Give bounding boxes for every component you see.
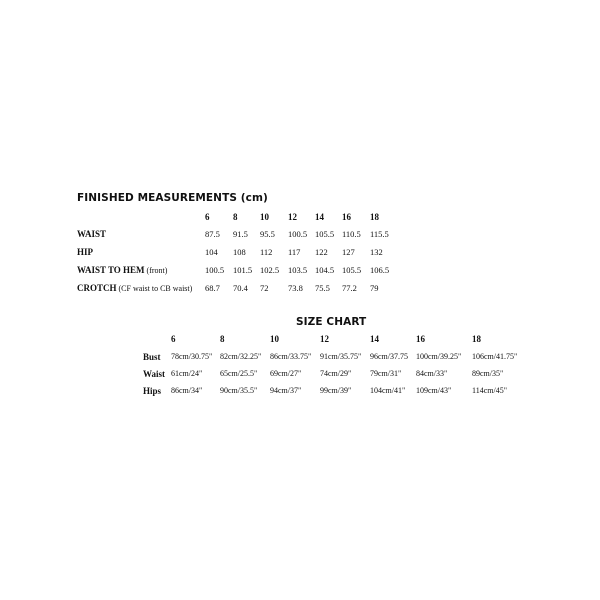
measurement-value: 110.5 — [342, 229, 361, 239]
measurement-value: 70.4 — [233, 283, 248, 293]
size-header: 8 — [233, 212, 238, 222]
size-value: 100cm/39.25" — [416, 352, 462, 361]
size-header: 10 — [270, 334, 279, 344]
size-header: 18 — [370, 212, 379, 222]
size-header: 16 — [416, 334, 425, 344]
measurement-value: 87.5 — [205, 229, 220, 239]
size-value: 96cm/37.75 — [370, 352, 408, 361]
measurement-value: 72 — [260, 283, 269, 293]
size-header: 12 — [320, 334, 329, 344]
size-value: 86cm/33.75" — [270, 352, 312, 361]
size-value: 91cm/35.75" — [320, 352, 362, 361]
measurement-value: 103.5 — [288, 265, 308, 275]
row-label-note: (front) — [144, 266, 168, 275]
size-value: 61cm/24" — [171, 369, 203, 378]
size-value: 86cm/34" — [171, 386, 203, 395]
measurement-value: 105.5 — [342, 265, 362, 275]
row-label: Bust — [143, 352, 161, 362]
measurement-value: 91.5 — [233, 229, 248, 239]
measurement-value: 95.5 — [260, 229, 275, 239]
measurement-value: 73.8 — [288, 283, 303, 293]
measurement-value: 75.5 — [315, 283, 330, 293]
measurement-value: 127 — [342, 247, 355, 257]
size-value: 94cm/37" — [270, 386, 302, 395]
row-label: CROTCH (CF waist to CB waist) — [77, 283, 193, 293]
measurement-value: 108 — [233, 247, 246, 257]
size-value: 99cm/39" — [320, 386, 352, 395]
measurement-value: 115.5 — [370, 229, 389, 239]
size-value: 79cm/31" — [370, 369, 402, 378]
measurement-value: 101.5 — [233, 265, 253, 275]
measurement-value: 104.5 — [315, 265, 335, 275]
size-value: 104cm/41" — [370, 386, 406, 395]
size-value: 89cm/35" — [472, 369, 504, 378]
measurement-value: 68.7 — [205, 283, 220, 293]
row-label: HIP — [77, 247, 94, 257]
measurement-value: 100.5 — [205, 265, 225, 275]
row-label: WAIST — [77, 229, 107, 239]
size-value: 90cm/35.5" — [220, 386, 258, 395]
row-label: Hips — [143, 386, 162, 396]
size-header: 6 — [205, 212, 210, 222]
size-header: 14 — [315, 212, 324, 222]
size-header: 12 — [288, 212, 297, 222]
measurement-value: 117 — [288, 247, 301, 257]
size-value: 114cm/45" — [472, 386, 507, 395]
size-header: 8 — [220, 334, 225, 344]
size-value: 109cm/43" — [416, 386, 452, 395]
size-chart-title: SIZE CHART — [296, 316, 367, 328]
size-header: 14 — [370, 334, 379, 344]
measurement-value: 112 — [260, 247, 273, 257]
measurement-value: 132 — [370, 247, 383, 257]
measurement-value: 122 — [315, 247, 328, 257]
row-label: WAIST TO HEM (front) — [77, 265, 168, 275]
size-header: 16 — [342, 212, 351, 222]
measurement-value: 102.5 — [260, 265, 280, 275]
measurement-value: 105.5 — [315, 229, 335, 239]
size-value: 69cm/27" — [270, 369, 302, 378]
size-value: 84cm/33" — [416, 369, 448, 378]
size-value: 74cm/29" — [320, 369, 352, 378]
size-header: 18 — [472, 334, 481, 344]
size-value: 78cm/30.75" — [171, 352, 213, 361]
measurement-value: 104 — [205, 247, 218, 257]
size-value: 65cm/25.5" — [220, 369, 258, 378]
row-label: Waist — [143, 369, 166, 379]
size-header: 6 — [171, 334, 176, 344]
measurement-value: 106.5 — [370, 265, 390, 275]
finished-measurements-title: FINISHED MEASUREMENTS (cm) — [77, 192, 268, 204]
row-label-note: (CF waist to CB waist) — [116, 284, 193, 293]
measurement-value: 79 — [370, 283, 379, 293]
size-value: 106cm/41.75" — [472, 352, 518, 361]
measurement-value: 77.2 — [342, 283, 357, 293]
measurement-value: 100.5 — [288, 229, 308, 239]
size-value: 82cm/32.25" — [220, 352, 262, 361]
size-header: 10 — [260, 212, 269, 222]
